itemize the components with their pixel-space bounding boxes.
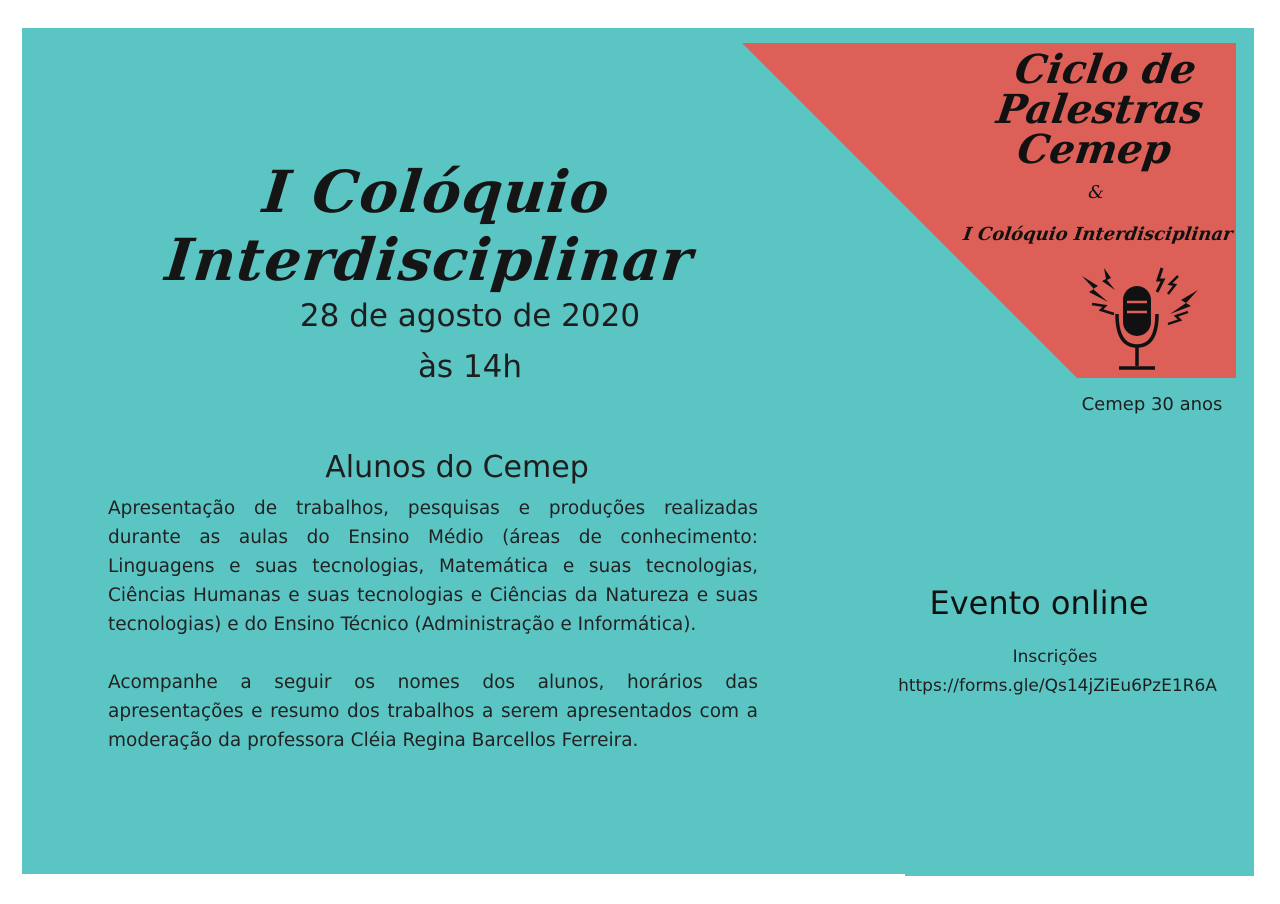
- corner-title: [962, 46, 1239, 173]
- schedule-paragraph: Acompanhe a seguir os nomes dos alunos, horários das apresentações e resumo dos trabalhos a serem apresentados com a moderação da professora Cléia Regina Barcellos Ferreira.: [108, 672, 758, 751]
- corner-ampersand: &: [1088, 182, 1105, 203]
- corner-title-line: Cemep: [1014, 126, 1175, 173]
- corner-subtitle: I Colóquio Interdisciplinar: [961, 224, 1235, 245]
- event-time: às 14h: [417, 349, 523, 385]
- event-date: 28 de agosto de 2020: [299, 298, 641, 334]
- corner-title-line: Palestras: [993, 86, 1207, 133]
- bottom-strip: [905, 872, 1254, 876]
- event-online-label: Evento online: [929, 584, 1149, 622]
- corner-title-line: Ciclo de: [1012, 46, 1200, 93]
- registration-link[interactable]: https://forms.gle/Qs14jZiEu6PzE1R6A: [898, 676, 1217, 696]
- anniversary-label: Cemep 30 anos: [1081, 394, 1223, 415]
- microphone-icon: [1080, 266, 1200, 374]
- section-heading: Alunos do Cemep: [325, 450, 589, 485]
- main-title: I Colóquio Interdisciplinar: [162, 158, 697, 294]
- registration-label: Inscrições: [1012, 647, 1098, 667]
- description-paragraph: Apresentação de trabalhos, pesquisas e produções realizadas durante as aulas do Ensino Médio (áreas de conhecimento: Linguagens e suas tecnologias, Matemática e suas tecnologias, Ciências Humanas e suas tecnologias e Ciências da Natureza e suas tecnologias) e do Ensino Técnico (Administração e Informática).: [108, 498, 758, 635]
